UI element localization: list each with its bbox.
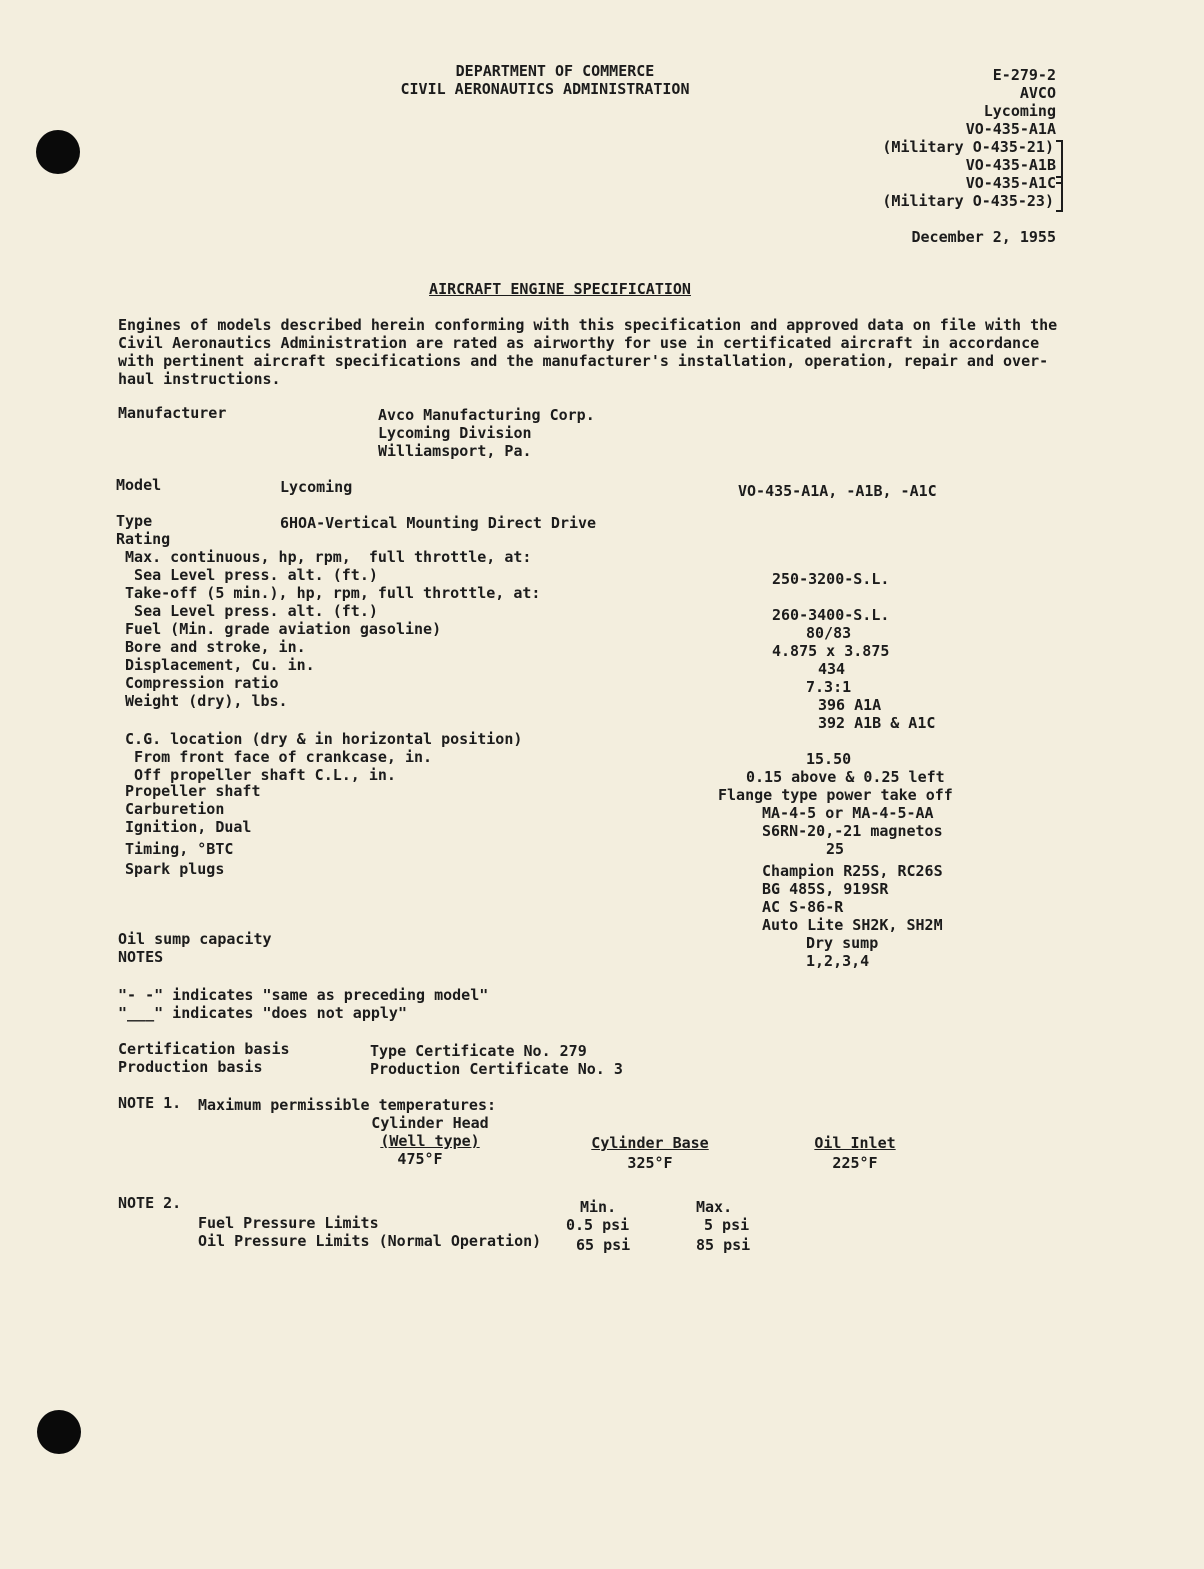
spec-label: NOTES xyxy=(118,948,164,966)
intro-line: with pertinent aircraft specifications and the manufacturer's installation, operation, repair and over- xyxy=(118,352,1049,370)
manufacturer-line: Williamsport, Pa. xyxy=(378,442,532,460)
spec-value: 434 xyxy=(818,660,846,678)
intro-line: haul instructions. xyxy=(118,370,281,388)
spec-value: 15.50 xyxy=(806,750,852,768)
spec-value: S6RN-20,-21 magnetos xyxy=(762,822,943,840)
spec-value: 7.3:1 xyxy=(806,678,852,696)
spec-label: Bore and stroke, in. xyxy=(116,638,306,656)
spec-label: Sea Level press. alt. (ft.) xyxy=(116,602,378,620)
note2-row-min: 0.5 psi xyxy=(566,1216,630,1234)
cert-value: Type Certificate No. 279 xyxy=(370,1042,587,1060)
model-make: Lycoming xyxy=(280,478,353,496)
spec-value: 25 xyxy=(826,840,845,858)
punch-hole-top xyxy=(36,130,80,174)
model-bracket-2 xyxy=(1056,176,1063,212)
spec-value: 80/83 xyxy=(806,624,852,642)
spec-label: Carburetion xyxy=(116,800,225,818)
intro-line: Civil Aeronautics Administration are rated as airworthy for use in certificated aircraft in accordance xyxy=(118,334,1040,352)
spec-label: Propeller shaft xyxy=(116,782,261,800)
spec-value: 4.875 x 3.875 xyxy=(772,642,890,660)
spec-label: From front face of crankcase, in. xyxy=(116,748,433,766)
note1-col-value: 225°F xyxy=(832,1154,878,1172)
note1-col-subhead: Oil Inlet xyxy=(814,1134,896,1152)
note1-col-head: Cylinder Head xyxy=(371,1114,489,1132)
intro-paragraph xyxy=(118,316,1058,388)
punch-hole-bottom xyxy=(37,1410,81,1454)
production-label: Production basis xyxy=(118,1058,263,1076)
spec-label: C.G. location (dry & in horizontal position) xyxy=(116,730,523,748)
spec-label: Sea Level press. alt. (ft.) xyxy=(116,566,378,584)
spec-label: Displacement, Cu. in. xyxy=(116,656,315,674)
spec-label: Spark plugs xyxy=(116,860,225,878)
spec-value: 260-3400-S.L. xyxy=(772,606,890,624)
make: AVCO xyxy=(1019,84,1056,102)
note2-row-label: Oil Pressure Limits (Normal Operation) xyxy=(198,1232,542,1250)
issue-date: December 2, 1955 xyxy=(911,228,1056,246)
note1-text: Maximum permissible temperatures: xyxy=(198,1096,497,1114)
note1-label: NOTE 1. xyxy=(118,1094,182,1112)
spec-label: Take-off (5 min.), hp, rpm, full throttle, at: xyxy=(116,584,541,602)
spec-value: MA-4-5 or MA-4-5-AA xyxy=(762,804,934,822)
spec-label: Compression ratio xyxy=(116,674,279,692)
spec-label: Ignition, Dual xyxy=(116,818,252,836)
intro-line: Engines of models described herein conforming with this specification and approved data on file with the xyxy=(118,316,1058,334)
note2-row-max: 85 psi xyxy=(696,1236,751,1254)
brand: Lycoming xyxy=(983,102,1056,120)
note2-row-max: 5 psi xyxy=(704,1216,750,1234)
model-line-2: (Military O-435-21) xyxy=(882,138,1054,156)
note2-min-head: Min. xyxy=(580,1198,617,1216)
model-line-4: VO-435-A1C xyxy=(965,174,1056,192)
model-label: Model xyxy=(116,476,162,494)
document-title: AIRCRAFT ENGINE SPECIFICATION xyxy=(429,280,691,298)
administration-heading: CIVIL AERONAUTICS ADMINISTRATION xyxy=(400,80,690,98)
note1-col-subhead: (Well type) xyxy=(380,1132,480,1150)
spec-label: Weight (dry), lbs. xyxy=(116,692,288,710)
note2-row-min: 65 psi xyxy=(576,1236,631,1254)
note2-label: NOTE 2. xyxy=(118,1194,182,1212)
legend-same: "- -" indicates "same as preceding model" xyxy=(118,986,489,1004)
spec-value: BG 485S, 919SR xyxy=(762,880,889,898)
type-label: Type xyxy=(116,512,153,530)
spec-value: 392 A1B & A1C xyxy=(818,714,936,732)
spec-value: Flange type power take off xyxy=(718,786,953,804)
spec-label: Max. continuous, hp, rpm, full throttle, at: xyxy=(116,548,532,566)
spec-value: 0.15 above & 0.25 left xyxy=(746,768,945,786)
spec-value: 396 A1A xyxy=(818,696,882,714)
spec-label: Rating xyxy=(116,530,171,548)
manufacturer-line: Avco Manufacturing Corp. xyxy=(378,406,595,424)
spec-number: E-279-2 xyxy=(992,66,1056,84)
department-heading: DEPARTMENT OF COMMERCE xyxy=(455,62,655,80)
spec-label: Timing, °BTC xyxy=(116,840,234,858)
model-line-5: (Military O-435-23) xyxy=(882,192,1054,210)
note2-max-head: Max. xyxy=(696,1198,733,1216)
legend-na: "___" indicates "does not apply" xyxy=(118,1004,407,1022)
spec-label: Fuel (Min. grade aviation gasoline) xyxy=(116,620,442,638)
spec-value: Auto Lite SH2K, SH2M xyxy=(762,916,943,934)
model-line-3: VO-435-A1B xyxy=(965,156,1056,174)
spec-value: Champion R25S, RC26S xyxy=(762,862,943,880)
production-value: Production Certificate No. 3 xyxy=(370,1060,623,1078)
note1-col-subhead: Cylinder Base xyxy=(591,1134,709,1152)
manufacturer-line: Lycoming Division xyxy=(378,424,532,442)
spec-value: AC S-86-R xyxy=(762,898,844,916)
note1-col-value: 475°F xyxy=(397,1150,443,1168)
note1-col-value: 325°F xyxy=(627,1154,673,1172)
spec-label: Oil sump capacity xyxy=(118,930,272,948)
cert-label: Certification basis xyxy=(118,1040,290,1058)
spec-value: 250-3200-S.L. xyxy=(772,570,890,588)
type-value: 6HOA-Vertical Mounting Direct Drive xyxy=(280,514,597,532)
manufacturer-label: Manufacturer xyxy=(118,404,227,422)
spec-label: Off propeller shaft C.L., in. xyxy=(116,766,396,784)
spec-value: Dry sump xyxy=(806,934,879,952)
spec-value: 1,2,3,4 xyxy=(806,952,870,970)
model-line-1: VO-435-A1A xyxy=(965,120,1056,138)
note2-row-label: Fuel Pressure Limits xyxy=(198,1214,379,1232)
model-value: VO-435-A1A, -A1B, -A1C xyxy=(738,482,937,500)
